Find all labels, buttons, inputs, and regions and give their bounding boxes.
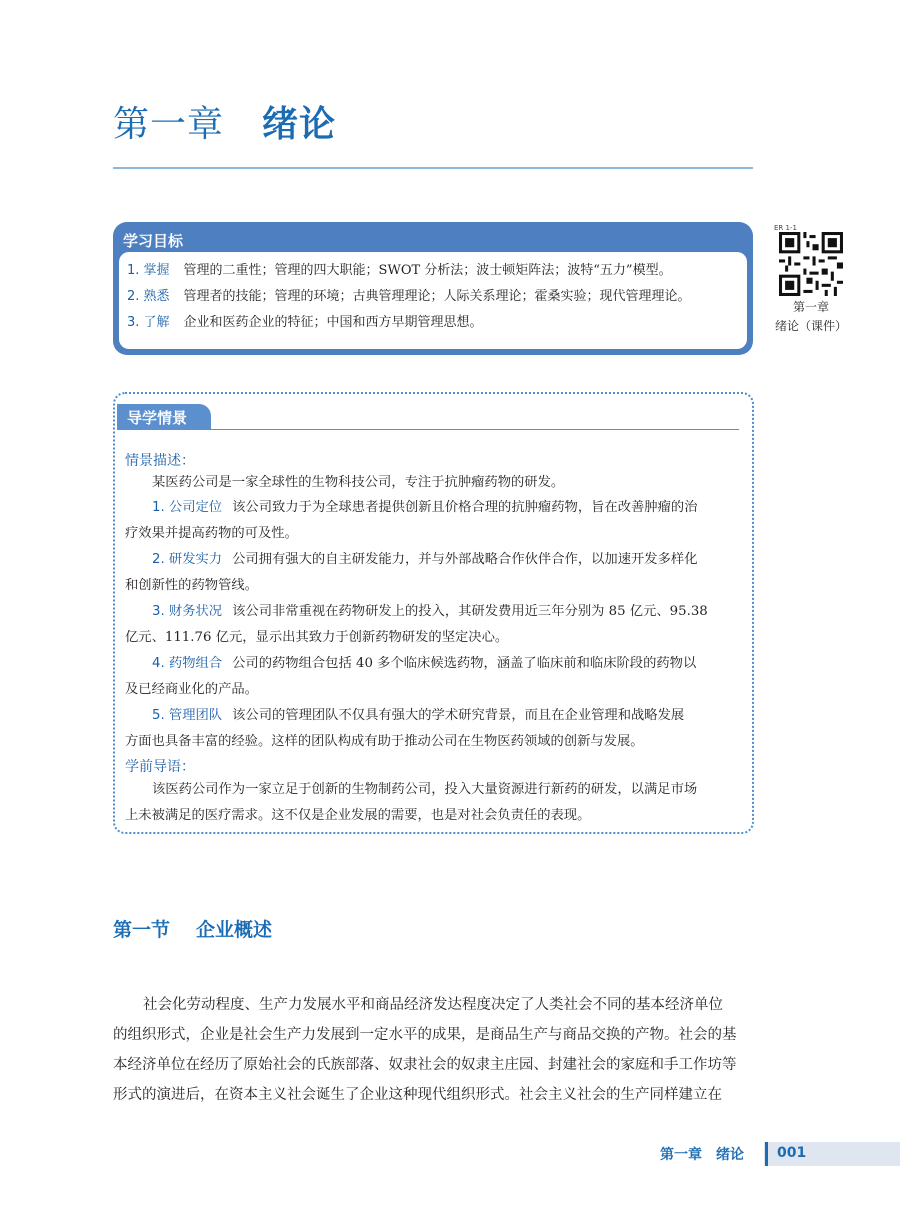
footer-chapter: 第一章 (660, 1147, 702, 1163)
scenario-item: 1. 公司定位 该公司致力于为全球患者提供创新且价格合理的抗肿瘤药物，旨在改善肿瘤的治 (152, 500, 698, 515)
scenario-item-cont: 及已经商业化的产品。 (125, 682, 258, 697)
scenario-item: 2. 研发实力 公司拥有强大的自主研发能力，并与外部战略合作伙伴合作，以加速开发多样化 (152, 552, 698, 567)
body-text-line: 社会化劳动程度、生产力发展水平和商品经济发达程度决定了人类社会不同的基本经济单位 (143, 997, 723, 1013)
scenario-tab-divider (117, 429, 739, 430)
scenario-title: 导学情景 (127, 409, 188, 427)
goal-level: 3. 了解 (127, 315, 170, 330)
scenario-item-cont: 疗效果并提高药物的可及性。 (125, 526, 298, 541)
scenario-guide-line: 上未被满足的医疗需求。这不仅是企业发展的需要，也是对社会负责任的表现。 (125, 808, 591, 823)
learning-goals-box (113, 222, 753, 355)
goal-level: 2. 熟悉 (127, 289, 170, 304)
goal-row (127, 314, 483, 332)
scenario-item-cont: 亿元、111.76 亿元，显示出其致力于创新药物研发的坚定决心。 (125, 630, 509, 645)
chapter-divider (113, 167, 753, 169)
goal-text: 管理的二重性；管理的四大职能；SWOT 分析法；波士顿矩阵法；波特“五力”模型。 (183, 263, 672, 278)
section-title (113, 915, 272, 942)
chapter-number: 第一章 (113, 104, 225, 145)
goal-text: 管理者的技能；管理的环境；古典管理理论；人际关系理论；霍桑实验；现代管理理论。 (183, 289, 691, 304)
scenario-item-cont: 方面也具备丰富的经验。这样的团队构成有助于推动公司在生物医药领域的创新与发展。 (125, 734, 644, 749)
chapter-name: 绪论 (262, 104, 337, 145)
goal-level: 1. 掌握 (127, 263, 170, 278)
scenario-item-label: 4. 药物组合 (152, 656, 223, 671)
scenario-item-label: 1. 公司定位 (152, 500, 223, 515)
scenario-guide-line: 该医药公司作为一家立足于创新的生物制药公司，投入大量资源进行新药的研发，以满足市场 (152, 782, 698, 797)
body-text-line: 的组织形式，企业是社会生产力发展到一定水平的成果，是商品生产与商品交换的产物。社会的基 (113, 1027, 737, 1043)
scenario-item-label: 3. 财务状况 (152, 604, 223, 619)
chapter-title (113, 96, 336, 147)
scenario-item: 4. 药物组合 公司的药物组合包括 40 多个临床候选药物，涵盖了临床前和临床阶段的药物以 (152, 656, 697, 671)
scenario-item-label: 2. 研发实力 (152, 552, 223, 567)
qr-caption-title: 绪论（课件） (774, 319, 847, 333)
section-name: 企业概述 (196, 919, 273, 941)
learning-goals-list (119, 252, 747, 349)
scenario-item-label: 5. 管理团队 (152, 708, 223, 723)
qr-id: ER 1-1 (774, 224, 797, 232)
section-number: 第一节 (113, 919, 171, 941)
footer-divider (765, 1142, 768, 1166)
scenario-item: 5. 管理团队 该公司的管理团队不仅具有强大的学术研究背景，而且在企业管理和战略发展 (152, 708, 685, 723)
scenario-box (113, 392, 754, 834)
scenario-tab (117, 404, 211, 430)
qr-code-icon[interactable] (779, 232, 843, 296)
body-text-line: 本经济单位在经历了原始社会的氏族部落、奴隶社会的奴隶主庄园、封建社会的家庭和手工作坊等 (113, 1057, 737, 1073)
scenario-item-cont: 和创新性的药物管线。 (125, 578, 258, 593)
body-text-line: 形式的演进后，在资本主义社会诞生了企业这种现代组织形式。社会主义社会的生产同样建立在 (113, 1087, 722, 1103)
scenario-item: 3. 财务状况 该公司非常重视在药物研发上的投入，其研发费用近三年分别为 85 亿元、95.38 (152, 604, 708, 619)
goal-row (127, 262, 672, 280)
running-footer (660, 1144, 744, 1164)
qr-caption-chapter: 第一章 (792, 300, 829, 314)
scenario-desc-label: 情景描述： (125, 453, 195, 469)
learning-goals-title: 学习目标 (123, 232, 184, 250)
footer-chapter-name: 绪论 (716, 1147, 744, 1163)
scenario-intro: 某医药公司是一家全球性的生物科技公司，专注于抗肿瘤药物的研发。 (152, 475, 565, 490)
scenario-guide-label: 学前导语： (125, 759, 195, 775)
goal-row (127, 288, 691, 306)
page-number: 001 (777, 1145, 807, 1161)
goal-text: 企业和医药企业的特征；中国和西方早期管理思想。 (183, 315, 483, 330)
